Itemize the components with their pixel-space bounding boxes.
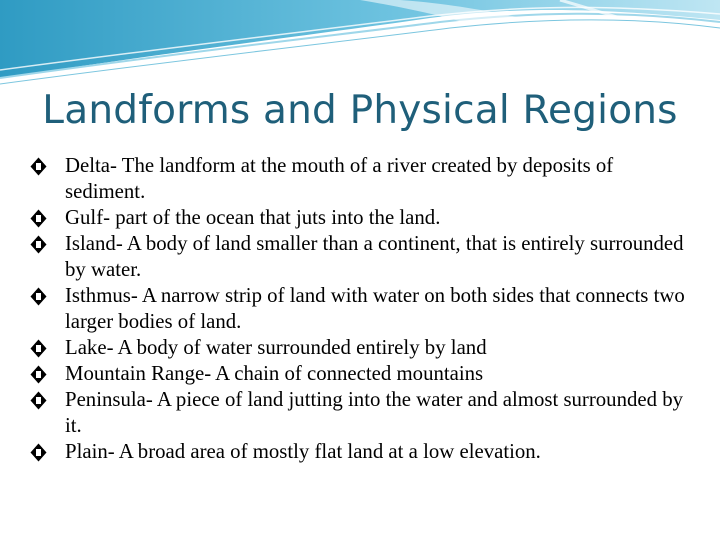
bullet-text: Mountain Range- A chain of connected mountains [65,362,484,385]
bullet-text: Lake- A body of water surrounded entirely by land [65,336,487,359]
missing-glyph-icon [30,365,47,384]
bullet-text: Island- A body of land smaller than a continent, that is entirely surrounded by water. [65,232,684,281]
bullet-text: Gulf- part of the ocean that juts into the land. [65,206,441,229]
bullet-text: Isthmus- A narrow strip of land with water on both sides that connects two larger bodies of land. [65,284,685,333]
list-item [30,335,690,361]
list-item [30,205,690,231]
header-wave-decoration [0,0,720,90]
missing-glyph-icon [30,157,47,176]
missing-glyph-icon [30,209,47,228]
list-item [30,153,690,205]
missing-glyph-icon [30,287,47,306]
bullet-text: Plain- A broad area of mostly flat land at a low elevation. [65,440,541,463]
bullet-text: Peninsula- A piece of land jutting into the water and almost surrounded by it. [65,388,684,437]
bullet-text: Delta- The landform at the mouth of a river created by deposits of sediment. [65,154,614,203]
missing-glyph-icon [30,391,47,410]
bullet-list [30,153,690,465]
missing-glyph-icon [30,443,47,462]
list-item [30,439,690,465]
missing-glyph-icon [30,235,47,254]
slide-title: Landforms and Physical Regions [42,88,678,133]
missing-glyph-icon [30,339,47,358]
list-item [30,283,690,335]
list-item [30,231,690,283]
list-item [30,387,690,439]
list-item [30,361,690,387]
